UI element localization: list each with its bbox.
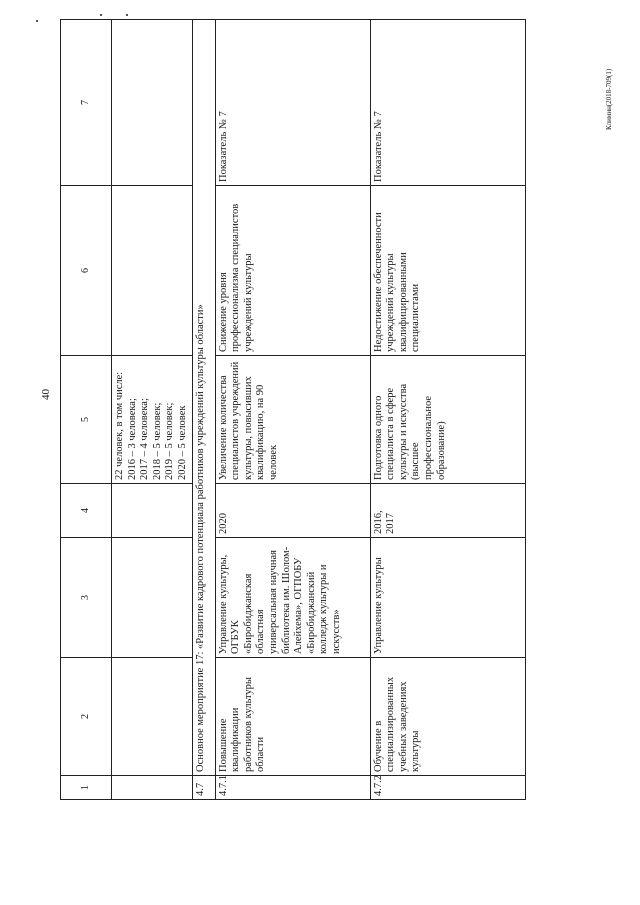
table-row-continuation	[112, 20, 193, 800]
indicator: Показатель № 7	[215, 20, 370, 186]
measures-table	[60, 19, 526, 800]
column-number: 3	[61, 538, 112, 658]
list-item: 2017 – 4 человека;	[139, 398, 151, 480]
year: 2016, 2017	[370, 484, 525, 538]
year: 2020	[215, 484, 370, 538]
page-number: 40	[40, 389, 52, 400]
column-number: 1	[61, 776, 112, 800]
list-item: 2019 – 5 человек;	[164, 402, 176, 480]
expected-result: Увеличение количества специалистов учреждений культуры, повысивших квалификацию, на 90 человек	[215, 356, 370, 484]
column-number: 7	[61, 20, 112, 186]
section-number: 4.7	[192, 776, 215, 800]
list-item: 2016 – 3 человека;	[126, 398, 138, 480]
column-number: 4	[61, 484, 112, 538]
row-number: 4.7.2	[370, 776, 525, 800]
rotated-table-wrapper	[60, 20, 580, 800]
scan-speck	[100, 14, 102, 16]
measure-name: Обучение в специализированных учебных заведениях культуры	[370, 658, 525, 776]
consequence: Снижение уровня профессионализма специалистов учреждений культуры	[215, 186, 370, 356]
column-number: 2	[61, 658, 112, 776]
list-item: 2018 – 5 человек;	[151, 402, 163, 480]
section-row	[192, 20, 215, 800]
section-title: Основное мероприятие 17: «Развитие кадрового потенциала работников учреждений культуры области»	[192, 20, 215, 776]
consequence: Недостижение обеспеченности учреждений культуры квалифицированными специалистами	[370, 186, 525, 356]
expected-result: Подготовка одного специалиста в сфере культуры и искусства (высшее профессиональное образование)	[370, 356, 525, 484]
list-item: 22 человек, в том числе:	[114, 371, 125, 480]
indicator: Показатель № 7	[370, 20, 525, 186]
list-item: 2020 – 5 человек	[176, 405, 188, 480]
column-number-row	[61, 20, 112, 800]
column-number: 6	[61, 186, 112, 356]
executor: Управление культуры	[370, 538, 525, 658]
document-code: Климин(2018-709(1)	[605, 68, 613, 130]
executor: Управление культуры, ОГБУК «Биробиджанская областная универсальная научная библиотека им. Шолом-Алейхема», ОГПОБУ «Биробиджанский колледж культуры и искусств»	[215, 538, 370, 658]
measure-name: Повышение квалификации работников культуры области	[215, 658, 370, 776]
table-row	[215, 20, 370, 800]
continued-cell	[112, 356, 193, 484]
column-number: 5	[61, 356, 112, 484]
scan-speck	[126, 14, 128, 16]
row-number: 4.7.1	[215, 776, 370, 800]
table-row	[370, 20, 525, 800]
scan-speck	[36, 20, 38, 22]
